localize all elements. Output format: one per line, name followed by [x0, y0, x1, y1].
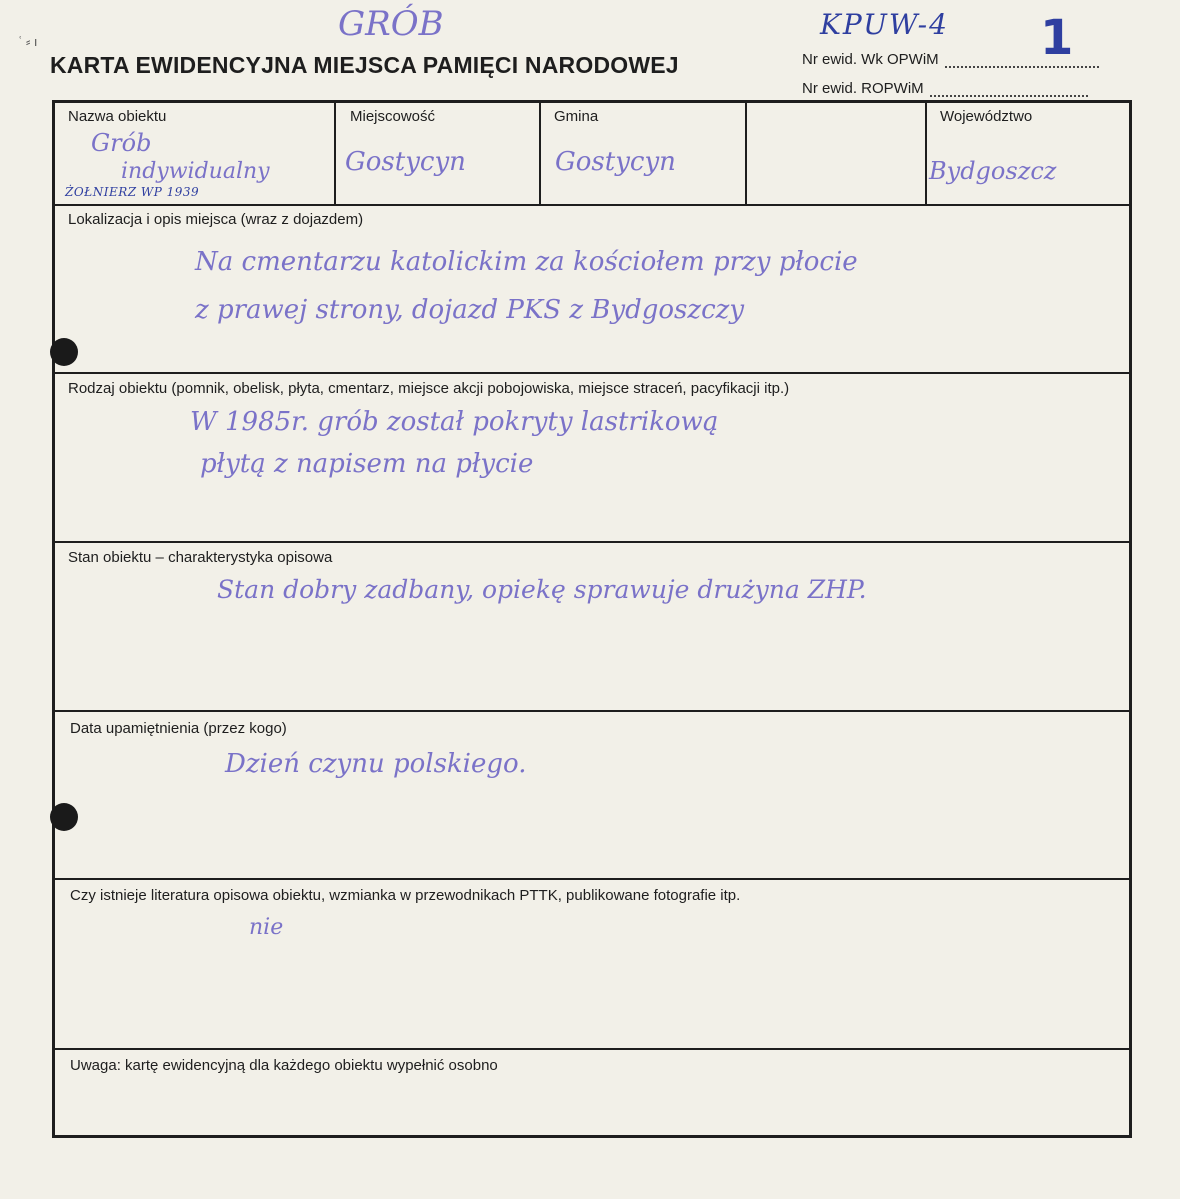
data-label: Data upamiętnienia (przez kogo): [70, 720, 287, 737]
literatura-value: nie: [249, 915, 284, 940]
handwritten-code: KPUW-4: [820, 8, 949, 41]
miejscowosc-value: Gostycyn: [345, 147, 466, 177]
reg-wk-line: [802, 51, 1099, 68]
reg-wk-dots: [945, 56, 1099, 68]
reg-ropwim-dots: [930, 85, 1088, 97]
wojewodztwo-label: Województwo: [940, 108, 1033, 125]
nazwa-value-3: ŻOŁNIERZ WP 1939: [65, 185, 200, 199]
stan-value: Stan dobry zadbany, opiekę sprawuje drużyna ZHP.: [217, 575, 867, 604]
divider-h4: [55, 710, 1129, 712]
nazwa-label: Nazwa obiektu: [68, 108, 167, 125]
punch-hole-top-icon: [50, 338, 78, 366]
reg-wk-label: Nr ewid. Wk OPWiM: [802, 51, 939, 68]
literatura-label: Czy istnieje literatura opisowa obiektu, wzmianka w przewodnikach PTTK, publikowane fotografie itp.: [70, 887, 741, 904]
reg-ropwim-line: [802, 80, 1088, 97]
uwaga-label: Uwaga: kartę ewidencyjną dla każdego obiektu wypełnić osobno: [70, 1057, 498, 1074]
divider-h5: [55, 878, 1129, 880]
rodzaj-label: Rodzaj obiektu (pomnik, obelisk, płyta, cmentarz, miejsce akcji pobojowiska, miejsce straceń, pacyfikacji itp.): [68, 380, 790, 397]
divider-v2: [539, 103, 541, 206]
nazwa-value-2: indywidualny: [121, 159, 270, 184]
handwritten-grob: GRÓB: [338, 4, 444, 44]
lokalizacja-value-2: z prawej strony, dojazd PKS z Bydgoszczy: [195, 295, 745, 325]
gmina-label: Gmina: [554, 108, 599, 125]
reg-ropwim-label: Nr ewid. ROPWiM: [802, 80, 924, 97]
lokalizacja-label: Lokalizacja i opis miejsca (wraz z dojazdem): [68, 211, 364, 228]
divider-v4: [925, 103, 927, 206]
divider-v3: [745, 103, 747, 206]
divider-h6: [55, 1048, 1129, 1050]
wojewodztwo-value: Bydgoszcz: [929, 157, 1057, 185]
divider-h3: [55, 541, 1129, 543]
data-value: Dzień czynu polskiego.: [225, 749, 527, 779]
lokalizacja-value-1: Na cmentarzu katolickim za kościołem przy płocie: [195, 247, 858, 277]
nazwa-value-1: Grób: [91, 129, 152, 157]
miejscowosc-label: Miejscowość: [350, 108, 436, 125]
handwritten-number: 1: [1040, 10, 1074, 66]
punch-hole-bottom-icon: [50, 803, 78, 831]
rodzaj-value-1: W 1985r. grób został pokryty lastrikową: [190, 407, 719, 437]
page-title: KARTA EWIDENCYJNA MIEJSCA PAMIĘCI NARODOWEJ: [50, 52, 679, 78]
form-frame: [52, 100, 1132, 1138]
rodzaj-value-2: płytą z napisem na płycie: [200, 449, 534, 479]
divider-h1: [55, 204, 1129, 206]
corner-mark-icon: ʿ ⸗ ı: [18, 34, 38, 49]
divider-v1: [334, 103, 336, 206]
divider-h2: [55, 372, 1129, 374]
gmina-value: Gostycyn: [555, 147, 676, 177]
stan-label: Stan obiektu – charakterystyka opisowa: [68, 549, 333, 566]
